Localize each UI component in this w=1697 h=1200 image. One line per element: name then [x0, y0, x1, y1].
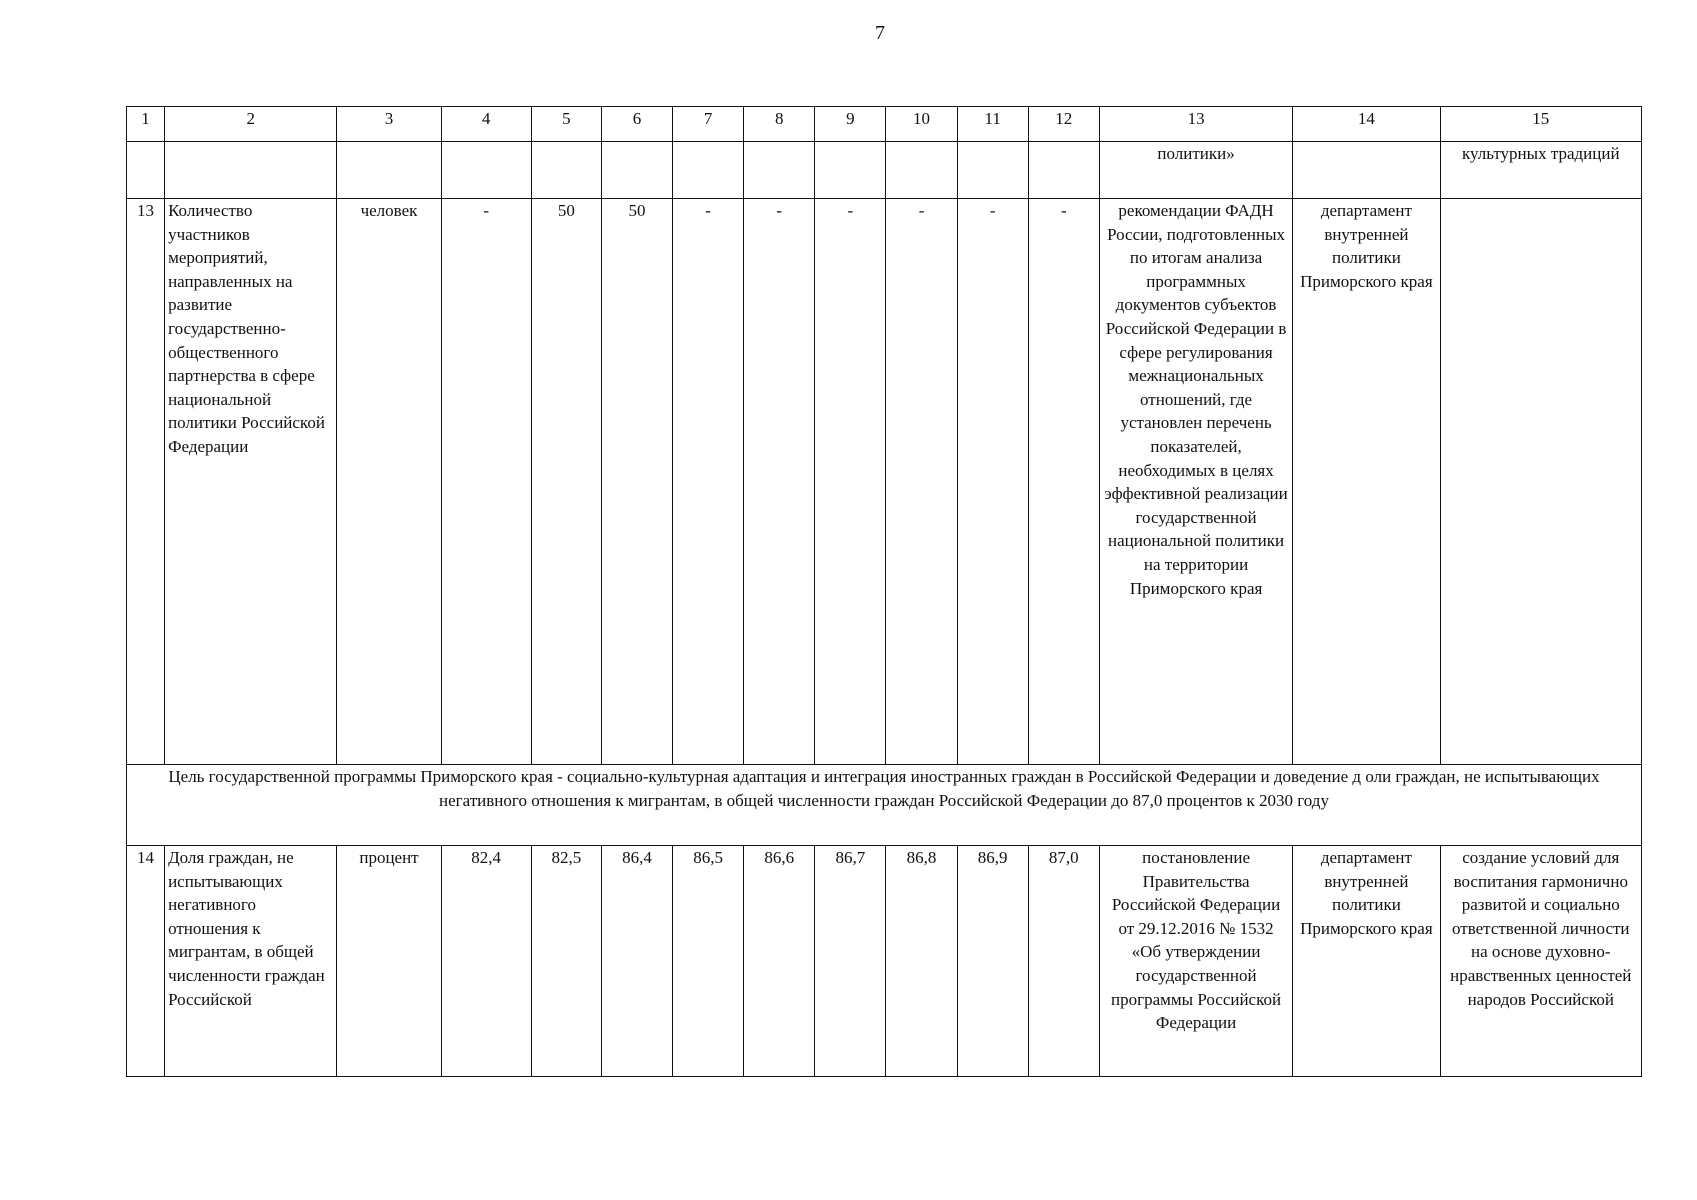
column-number-row	[127, 107, 1642, 142]
source-cell: постановление Правительства Российской Федерации от 29.12.2016 № 1532 «Об утверждении государственной программы Российской Федерации	[1099, 846, 1292, 1077]
value-cell: -	[441, 199, 531, 765]
value-cell: 86,7	[815, 846, 886, 1077]
value-cell: -	[744, 199, 815, 765]
value-cell: 50	[601, 199, 672, 765]
table-row	[127, 846, 1642, 1077]
indicators-table	[126, 106, 1642, 1077]
column-header: 3	[337, 107, 441, 142]
page-number: 7	[875, 22, 885, 44]
value-cell: -	[957, 199, 1028, 765]
value-cell: 82,5	[531, 846, 601, 1077]
column-header: 14	[1293, 107, 1440, 142]
continued-row	[127, 142, 1642, 199]
continued-link-cell: культурных традиций	[1440, 142, 1641, 199]
column-header: 7	[673, 107, 744, 142]
value-cell: 86,4	[601, 846, 672, 1077]
row-number: 14	[127, 846, 165, 1077]
column-header: 10	[886, 107, 957, 142]
column-header: 4	[441, 107, 531, 142]
goal-row	[127, 765, 1642, 846]
responsible-cell: департамент внутренней политики Приморского края	[1293, 199, 1440, 765]
column-header: 9	[815, 107, 886, 142]
responsible-cell: департамент внутренней политики Приморского края	[1293, 846, 1440, 1077]
value-cell: 50	[531, 199, 601, 765]
column-header: 6	[601, 107, 672, 142]
value-cell: 86,9	[957, 846, 1028, 1077]
value-cell: 86,5	[673, 846, 744, 1077]
table-row	[127, 199, 1642, 765]
column-header: 15	[1440, 107, 1641, 142]
column-header: 8	[744, 107, 815, 142]
unit-cell: человек	[337, 199, 441, 765]
indicator-name: Количество участников мероприятий, направленных на развитие государственно-общественного партнерства в сфере национальной политики Российской Федерации	[165, 199, 337, 765]
column-header: 5	[531, 107, 601, 142]
row-number: 13	[127, 199, 165, 765]
continued-source-cell: политики»	[1099, 142, 1292, 199]
goal-text: Цель государственной программы Приморского края - социально-культурная адаптация и интеграция иностранных граждан в Российской Федерации и доведение д оли граждан, не испытывающих негативного отношения к мигрантам, в общей численности граждан Российской Федерации до 87,0 процентов к 2030 году	[127, 765, 1642, 846]
value-cell: -	[815, 199, 886, 765]
column-header: 11	[957, 107, 1028, 142]
indicator-name: Доля граждан, не испытывающих негативного отношения к мигрантам, в общей численности граждан Российской	[165, 846, 337, 1077]
column-header: 1	[127, 107, 165, 142]
value-cell: 86,8	[886, 846, 957, 1077]
value-cell: 86,6	[744, 846, 815, 1077]
value-cell: -	[673, 199, 744, 765]
link-cell: создание условий для воспитания гармонично развитой и социально ответственной личности на основе духовно-нравственных ценностей народов Российской	[1440, 846, 1641, 1077]
column-header: 12	[1028, 107, 1099, 142]
value-cell: -	[1028, 199, 1099, 765]
source-cell: рекомендации ФАДН России, подготовленных по итогам анализа программных документов субъектов Российской Федерации в сфере регулирования межнациональных отношений, где установлен перечень показателей, необходимых в целях эффективной реализации государственной национальной политики на территории Приморского края	[1099, 199, 1292, 765]
column-header: 2	[165, 107, 337, 142]
unit-cell: процент	[337, 846, 441, 1077]
link-cell	[1440, 199, 1641, 765]
value-cell: 82,4	[441, 846, 531, 1077]
column-header: 13	[1099, 107, 1292, 142]
value-cell: -	[886, 199, 957, 765]
value-cell: 87,0	[1028, 846, 1099, 1077]
